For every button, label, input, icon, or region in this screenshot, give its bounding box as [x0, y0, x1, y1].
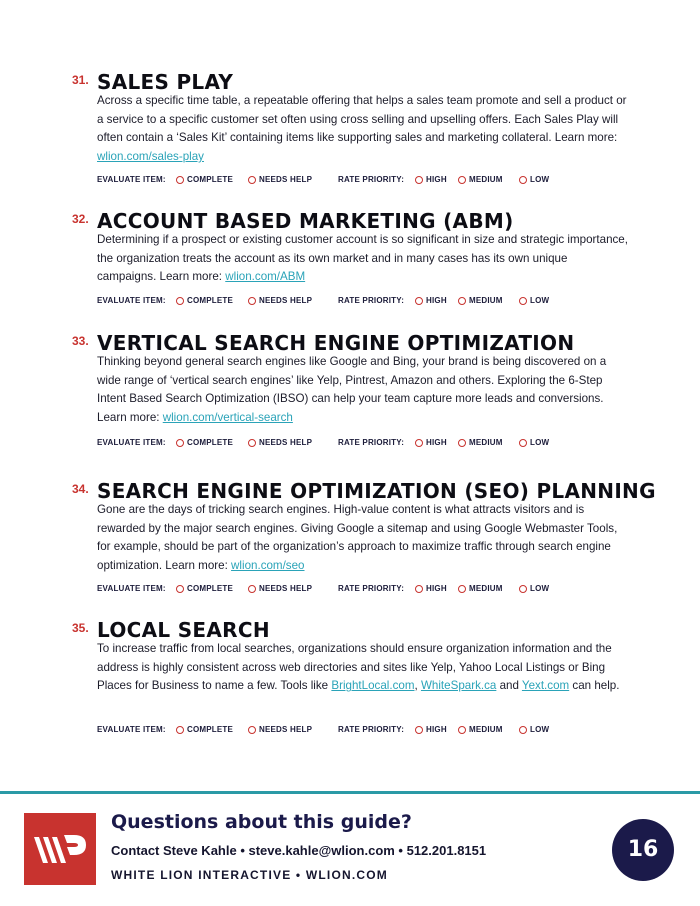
radio-circle-icon[interactable]	[519, 585, 527, 593]
rate-priority-label: RATE PRIORITY:	[338, 175, 405, 184]
evaluate-label: EVALUATE ITEM:	[97, 175, 166, 184]
evaluate-label: EVALUATE ITEM:	[97, 296, 166, 305]
item-description: Across a specific time table, a repeatable offering that helps a sales team promote and sell a product or a service to a specific customer set often using cross selling and upselling offers. Each Sales Play will often contain a ‘Sales Kit’ containing items like supporting sales and marketing collateral. Learn more: wlion.com/sales-play	[97, 94, 627, 164]
needs-help-option[interactable]: NEEDS HELP	[248, 296, 312, 305]
complete-option[interactable]: COMPLETE	[176, 438, 233, 447]
item-number: 35.	[72, 621, 89, 635]
page-number-badge: 16	[612, 819, 674, 881]
radio-circle-icon[interactable]	[176, 176, 184, 184]
low-option[interactable]: LOW	[519, 438, 549, 447]
high-option[interactable]: HIGH	[415, 725, 447, 734]
item-title: VERTICAL SEARCH ENGINE OPTIMIZATION	[97, 331, 575, 355]
high-option[interactable]: HIGH	[415, 296, 447, 305]
radio-circle-icon[interactable]	[415, 176, 423, 184]
high-option[interactable]: HIGH	[415, 175, 447, 184]
needs-help-option[interactable]: NEEDS HELP	[248, 175, 312, 184]
radio-circle-icon[interactable]	[248, 176, 256, 184]
learn-more-link[interactable]: wlion.com/seo	[231, 559, 305, 573]
radio-circle-icon[interactable]	[458, 439, 466, 447]
yext-link[interactable]: Yext.com	[521, 679, 570, 693]
high-option[interactable]: HIGH	[415, 584, 447, 593]
brightlocal-link[interactable]: BrightLocal.com	[331, 679, 415, 693]
footer-company-line: WHITE LION INTERACTIVE • WLION.COM	[111, 868, 388, 882]
rate-priority-label: RATE PRIORITY:	[338, 438, 405, 447]
radio-circle-icon[interactable]	[248, 726, 256, 734]
learn-more-link[interactable]: wlion.com/vertical-search	[162, 411, 293, 425]
radio-circle-icon[interactable]	[176, 585, 184, 593]
complete-option[interactable]: COMPLETE	[176, 584, 233, 593]
low-option[interactable]: LOW	[519, 725, 549, 734]
item-title: SEARCH ENGINE OPTIMIZATION (SEO) PLANNING	[97, 479, 656, 503]
item-description: Thinking beyond general search engines like Google and Bing, your brand is being discovered on a wide range of ‘vertical search engines’ like Yelp, Pintrest, Amazon and others. Exploring the 6-Step Intent Based Search Optimization (IBSO) can help your team capture more leads and conversions. Learn more: wlion.com/vertical-search	[97, 355, 607, 425]
footer-question-heading: Questions about this guide?	[111, 811, 412, 833]
high-option[interactable]: HIGH	[415, 438, 447, 447]
radio-circle-icon[interactable]	[415, 439, 423, 447]
rate-priority-label: RATE PRIORITY:	[338, 584, 405, 593]
needs-help-option[interactable]: NEEDS HELP	[248, 438, 312, 447]
rate-priority-label: RATE PRIORITY:	[338, 725, 405, 734]
item-description: Gone are the days of tricking search engines. High-value content is what attracts visitors and is rewarded by the major search engines. Giving Google a sitemap and using Google Webmaster Tools, for example, should be part of the organization’s approach to maximize traffic through search engine optimization. Learn more: wlion.com/seo	[97, 503, 618, 573]
needs-help-option[interactable]: NEEDS HELP	[248, 584, 312, 593]
complete-option[interactable]: COMPLETE	[176, 296, 233, 305]
radio-circle-icon[interactable]	[248, 297, 256, 305]
complete-option[interactable]: COMPLETE	[176, 175, 233, 184]
evaluate-label: EVALUATE ITEM:	[97, 584, 166, 593]
learn-more-link[interactable]: wlion.com/ABM	[225, 270, 306, 284]
complete-option[interactable]: COMPLETE	[176, 725, 233, 734]
medium-option[interactable]: MEDIUM	[458, 438, 503, 447]
radio-circle-icon[interactable]	[248, 439, 256, 447]
radio-circle-icon[interactable]	[415, 726, 423, 734]
medium-option[interactable]: MEDIUM	[458, 175, 503, 184]
item-number: 34.	[72, 482, 89, 496]
item-number: 31.	[72, 73, 89, 87]
radio-circle-icon[interactable]	[458, 585, 466, 593]
radio-circle-icon[interactable]	[519, 176, 527, 184]
evaluate-label: EVALUATE ITEM:	[97, 725, 166, 734]
radio-circle-icon[interactable]	[415, 585, 423, 593]
low-option[interactable]: LOW	[519, 584, 549, 593]
radio-circle-icon[interactable]	[415, 297, 423, 305]
evaluate-label: EVALUATE ITEM:	[97, 438, 166, 447]
radio-circle-icon[interactable]	[458, 297, 466, 305]
item-number: 32.	[72, 212, 89, 226]
low-option[interactable]: LOW	[519, 175, 549, 184]
white-lion-logo-icon	[24, 813, 96, 885]
radio-circle-icon[interactable]	[176, 726, 184, 734]
medium-option[interactable]: MEDIUM	[458, 296, 503, 305]
radio-circle-icon[interactable]	[248, 585, 256, 593]
item-number: 33.	[72, 334, 89, 348]
item-title: LOCAL SEARCH	[97, 618, 270, 642]
learn-more-link[interactable]: wlion.com/sales-play	[97, 150, 204, 164]
radio-circle-icon[interactable]	[176, 439, 184, 447]
medium-option[interactable]: MEDIUM	[458, 725, 503, 734]
footer-contact-line: Contact Steve Kahle • steve.kahle@wlion.com • 512.201.8151	[111, 843, 487, 858]
whitespark-link[interactable]: WhiteSpark.ca	[420, 679, 497, 693]
low-option[interactable]: LOW	[519, 296, 549, 305]
radio-circle-icon[interactable]	[519, 439, 527, 447]
item-title: ACCOUNT BASED MARKETING (ABM)	[97, 209, 514, 233]
radio-circle-icon[interactable]	[458, 176, 466, 184]
medium-option[interactable]: MEDIUM	[458, 584, 503, 593]
item-description: To increase traffic from local searches, organizations should ensure organization information and the address is highly consistent across web directories and sites like Yelp, Yahoo Local Listings or Bing Places for Business to name a few. Tools like BrightLocal.com, WhiteSpark.ca and Yext.com can help.	[97, 642, 620, 693]
item-description: Determining if a prospect or existing customer account is so significant in size and strategic importance, the organization treats the account as its own market and in many cases has its own unique campaigns. Learn more: wlion.com/ABM	[97, 233, 628, 284]
radio-circle-icon[interactable]	[519, 297, 527, 305]
radio-circle-icon[interactable]	[519, 726, 527, 734]
radio-circle-icon[interactable]	[458, 726, 466, 734]
rate-priority-label: RATE PRIORITY:	[338, 296, 405, 305]
footer-divider	[0, 791, 700, 794]
radio-circle-icon[interactable]	[176, 297, 184, 305]
needs-help-option[interactable]: NEEDS HELP	[248, 725, 312, 734]
item-title: SALES PLAY	[97, 70, 234, 94]
